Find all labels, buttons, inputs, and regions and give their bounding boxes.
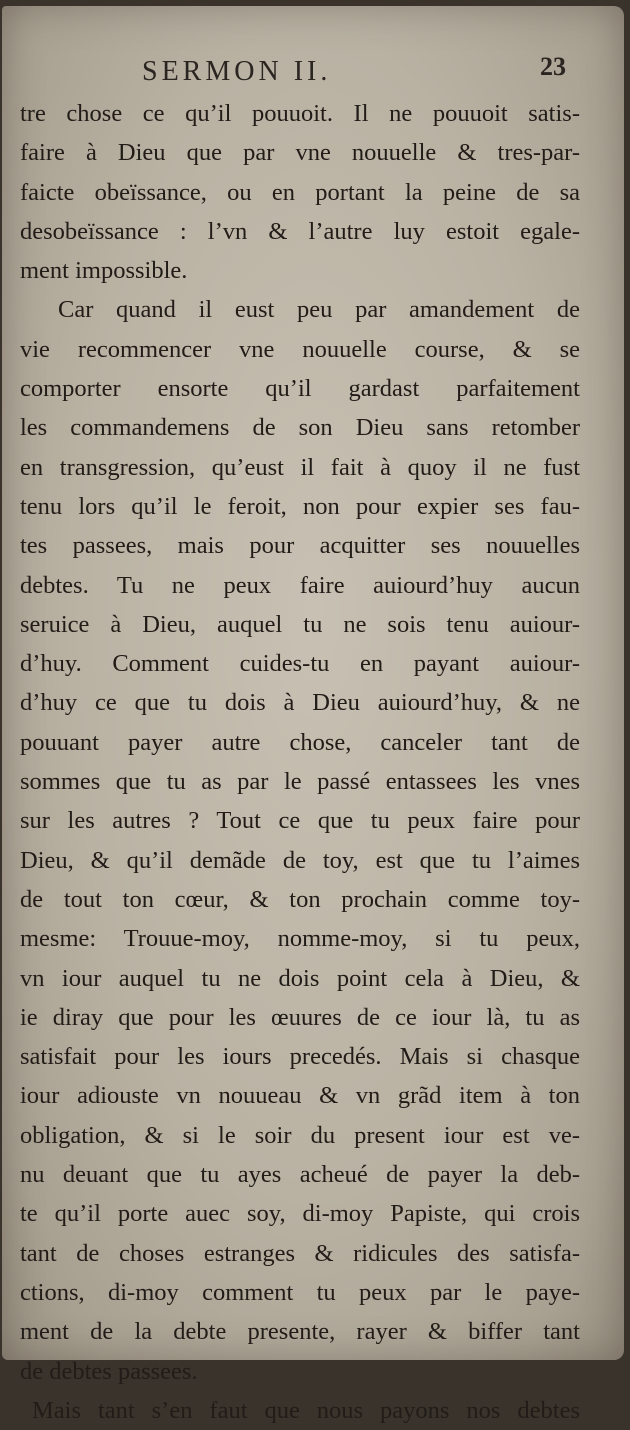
text-line: Car quand il eust peu par amandement de — [58, 296, 580, 324]
text-line: de debtes passees. — [20, 1357, 198, 1385]
text-line: ie diray que pour les œuures de ce iour là, tu as — [20, 1003, 580, 1031]
text-line: sommes que tu as par le passé entassees les vnes — [20, 768, 580, 796]
text-line: ctions, di-moy comment tu peux par le paye- — [20, 1278, 580, 1306]
text-line: iour adiouste vn nouueau & vn grãd item à ton — [20, 1082, 580, 1110]
text-line: comporter ensorte qu’il gardast parfaitement — [20, 375, 580, 403]
running-head: SERMON II. — [142, 56, 332, 87]
text-line: obligation, & si le soir du present iour est ve- — [20, 1121, 580, 1149]
text-line: en transgression, qu’eust il fait à quoy il ne fust — [20, 453, 580, 481]
text-line: Dieu, & qu’il demãde de toy, est que tu l’aimes — [20, 846, 580, 874]
text-line: debtes. Tu ne peux faire auiourd’huy aucun — [20, 571, 580, 599]
text-line: vie recommencer vne nouuelle course, & se — [20, 335, 580, 363]
text-line: satisfait pour les iours precedés. Mais si chasque — [20, 1043, 580, 1071]
text-line: faicte obeïssance, ou en portant la peine de sa — [20, 178, 580, 206]
text-line: sur les autres ? Tout ce que tu peux faire pour — [20, 807, 580, 835]
text-line: faire à Dieu que par vne nouuelle & tres-par- — [20, 139, 580, 167]
text-line: de tout ton cœur, & ton prochain comme toy- — [20, 885, 580, 913]
text-line: tre chose ce qu’il pouuoit. Il ne pouuoit satis- — [20, 100, 580, 127]
text-line: tant de choses estranges & ridicules des satisfa- — [20, 1239, 580, 1267]
text-line: mesme: Trouue-moy, nomme-moy, si tu peux, — [20, 925, 580, 953]
text-line: desobeïssance : l’vn & l’autre luy estoit egale- — [20, 217, 580, 245]
text-line: seruice à Dieu, auquel tu ne sois tenu auiour- — [20, 610, 580, 638]
text-line: Mais tant s’en faut que nous payons nos debtes — [32, 1396, 580, 1424]
text-line: pouuant payer autre chose, canceler tant de — [20, 728, 580, 756]
text-line: ment impossible. — [20, 257, 188, 285]
page-header — [2, 52, 624, 96]
body-text — [20, 94, 580, 1430]
text-line: nu deuant que tu ayes acheué de payer la deb- — [20, 1161, 580, 1189]
text-line: d’huy. Comment cuides-tu en payant auiour- — [20, 650, 580, 678]
text-line: d’huy ce que tu dois à Dieu auiourd’huy, & ne — [20, 689, 580, 717]
text-line: tenu lors qu’il le feroit, non pour expier ses fau- — [20, 492, 580, 520]
text-line: vn iour auquel tu ne dois point cela à Dieu, & — [20, 964, 580, 992]
book-page — [2, 6, 624, 1424]
text-line: les commandemens de son Dieu sans retomber — [20, 414, 580, 442]
page-number: 23 — [540, 52, 566, 81]
text-line: ment de la debte presente, rayer & biffer tant — [20, 1318, 580, 1346]
text-line: tes passees, mais pour acquitter ses nouuelles — [20, 532, 580, 560]
text-line: te qu’il porte auec soy, di-moy Papiste, qui crois — [20, 1200, 580, 1228]
